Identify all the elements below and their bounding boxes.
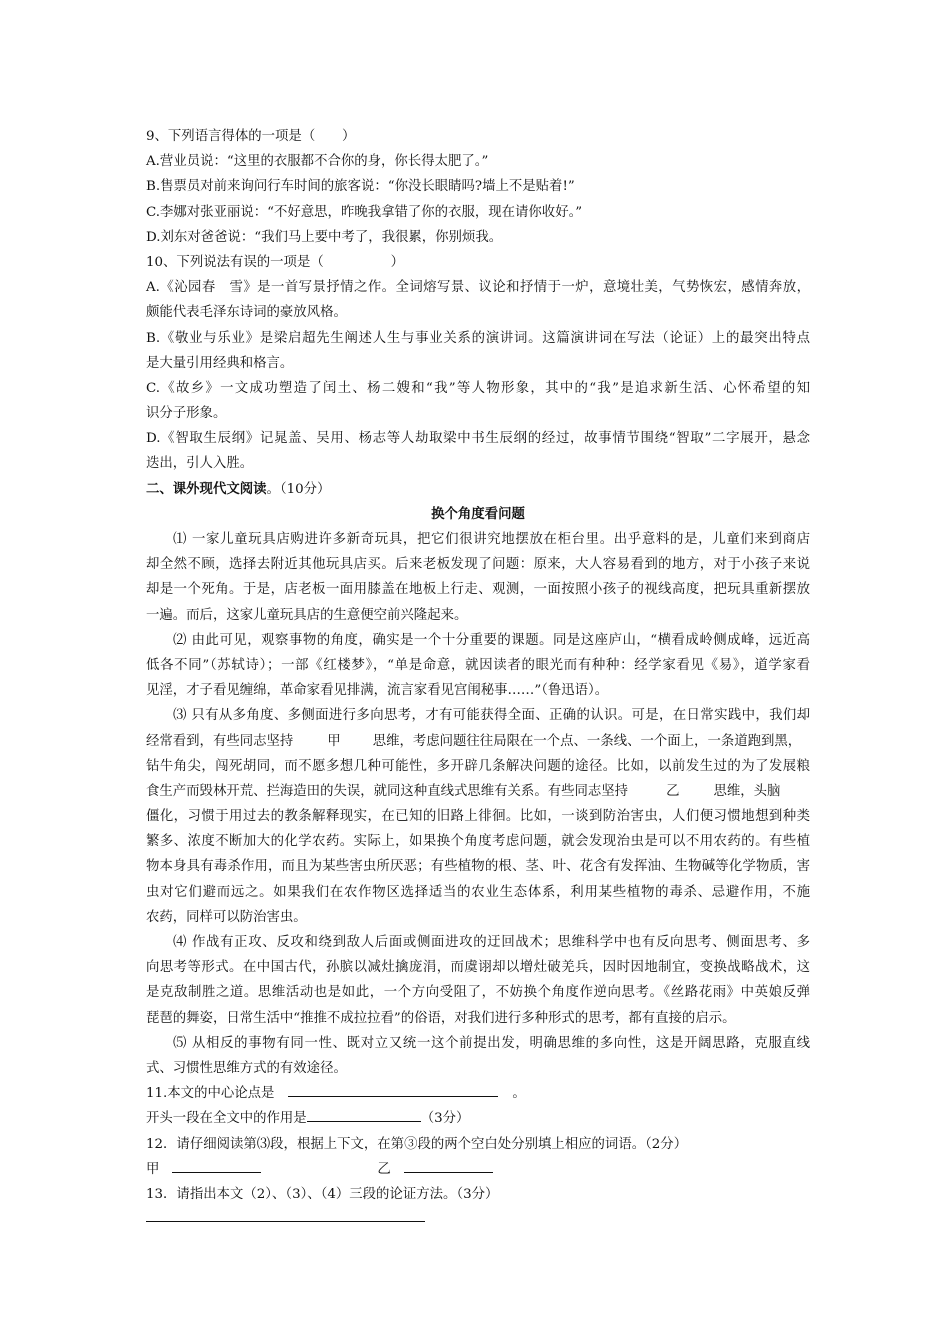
- q13-answer-line[interactable]: [146, 1221, 425, 1222]
- q10-option-b-line2: 是大量引用经典和格言。: [146, 355, 294, 371]
- q12-jia-blank[interactable]: [172, 1157, 261, 1173]
- q9-option-d: D.刘东对爸爸说：“我们马上要中考了，我很累，你别烦我。: [146, 229, 503, 245]
- blank-jia-label: 甲: [327, 733, 341, 749]
- q11-line1: [146, 1081, 810, 1106]
- q10-option-a-line1: A.《沁园春 雪》是一首写景抒情之作。全词熔写景、议论和抒情于一炉，意境壮美，气势恢宏，感情奔放，: [146, 280, 810, 296]
- paragraph-line: 农药，同样可以防治害虫。: [146, 909, 307, 925]
- paragraph-line: 是克敌制胜之道。思维活动也是如此，一个方向受阻了，不妨换个角度作逆向思考。《丝路花雨》中英娘反弹: [146, 985, 810, 1001]
- q12-answers: [146, 1157, 810, 1182]
- paragraph-line: ⑵ 由此可见，观察事物的角度，确实是一个十分重要的课题。同是这座庐山，“横看成岭侧成峰，远近高: [173, 632, 810, 648]
- exam-page: [146, 124, 810, 1222]
- paragraph-line: 式、习惯性思维方式的有效途径。: [146, 1060, 347, 1076]
- article-title: 换个角度看问题: [431, 505, 525, 522]
- paragraph-line: ⑸ 从相反的事物有同一性、既对立又统一这个前提出发，明确思维的多向性，这是开阔思路，克服直线: [173, 1035, 810, 1051]
- paragraph-5: [146, 1031, 810, 1081]
- q12-yi-blank[interactable]: [404, 1157, 493, 1173]
- paragraph-line: [146, 779, 810, 804]
- q9-option-b: B.售票员对前来询问行车时间的旅客说：“你没长眼睛吗?墙上不是贴着!”: [146, 179, 575, 195]
- q13-stem: 13．请指出本文（2）、（3）、（4）三段的论证方法。（3分）: [146, 1186, 499, 1202]
- paragraph-line: 见淫，才子看见缠绵，革命家看见排满，流言家看见宫闱秘事……”（鲁迅语）。: [146, 683, 609, 699]
- paragraph-text: 食生产而毁林开荒、拦海造田的失误，就同这种直线式思维有关系。有些同志坚持: [146, 783, 629, 799]
- paragraph-line: 却全然不顾，选择去附近其他玩具店买。后来老板发现了问题：原来，大人容易看到的地方，对于小孩子来说: [146, 557, 810, 573]
- paragraph-line: ⑷ 作战有正攻、反攻和绕到敌人后面或侧面进攻的迂回战术；思维科学中也有反向思考、侧面思考、多: [173, 935, 810, 950]
- paragraph-text: 思维，头脑: [713, 783, 781, 799]
- paragraph-line: 向思考等形式。在中国古代，孙膑以减灶擒庞涓，而虞诩却以增灶破羌兵，因时因地制宜，变换战略战术，这: [146, 960, 810, 976]
- paragraph-line: ⑶ 只有从多角度、多侧面进行多向思考，才有可能获得全面、正确的认识。可是，在日常实践中，我们却: [173, 708, 810, 724]
- q11-role-blank[interactable]: [307, 1106, 421, 1122]
- q9-stem: 9、下列语言得体的一项是（ ）: [146, 129, 356, 144]
- q11-role-stem: 开头一段在全文中的作用是: [146, 1111, 307, 1127]
- paragraph-text: 经常看到，有些同志坚持: [146, 733, 294, 749]
- blank-yi-label: 乙: [666, 783, 680, 799]
- q10-option-b-line1: B.《敬业与乐业》是梁启超先生阐述人生与事业关系的演讲词。这篇演讲词在写法（论证）上的最突出特点: [146, 330, 810, 346]
- q10-option-d-line2: 迭出，引人入胜。: [146, 456, 254, 472]
- q10-stem: 10、下列说法有误的一项是（ ）: [146, 254, 405, 270]
- paragraph-line: ⑴ 一家儿童玩具店购进许多新奇玩具，把它们很讲究地摆放在柜台里。出乎意料的是，儿童们来到商店: [173, 532, 810, 547]
- paragraph-3: [146, 703, 810, 930]
- paragraph-line: 钻牛角尖，闯死胡同，而不愿多想几种可能性，多开辟几条解决问题的途径。比如，以前发生过的为了发展粮: [146, 758, 810, 774]
- paragraph-text: 思维，考虑问题往往局限在一个点、一条线、一个面上，一条道跑到黑，: [372, 733, 802, 749]
- section2-heading: [146, 477, 810, 502]
- paragraph-line: 却是一个死角。于是，店老板一面用膝盖在地板上行走、观测，一面按照小孩子的视线高度，把玩具重新摆放: [146, 582, 810, 598]
- section2-title: 二、课外现代文阅读: [146, 480, 267, 497]
- q12-stem: 12．请仔细阅读第⑶段，根据上下文，在第③段的两个空白处分别填上相应的词语。（2分）: [146, 1136, 688, 1152]
- q9-option-a: A.营业员说：“这里的衣服都不合你的身，你长得太肥了。”: [146, 154, 489, 170]
- paragraph-line: 琵琶的舞姿，日常生活中“推推不成拉拉看”的俗语，对我们进行多种形式的思考，都有直接的启示。: [146, 1010, 736, 1026]
- q11-points: （3分）: [420, 1111, 470, 1127]
- paragraph-line: [146, 729, 810, 754]
- section2-points: 。（10分）: [266, 481, 331, 497]
- paragraph-line: 一遍。而后，这家儿童玩具店的生意便空前兴隆起来。: [146, 607, 468, 623]
- q11-stem: 11.本文的中心论点是: [146, 1086, 275, 1102]
- q10-option-c-line1: C.《故乡》一文成功塑造了闰土、杨二嫂和“我”等人物形象，其中的“我”是追求新生活、心怀希望的知: [146, 380, 810, 396]
- paragraph-line: 僵化，习惯于用过去的教条解释现实，在已知的旧路上徘徊。比如，一谈到防治害虫，人们便习惯地想到种类: [146, 809, 810, 825]
- q9-option-c: C.李娜对张亚丽说：“不好意思，昨晚我拿错了你的衣服，现在请你收好。”: [146, 204, 583, 220]
- q10-option-c-line2: 识分子形象。: [146, 406, 227, 422]
- paragraph-line: 低各不同”（苏轼诗）；一部《红楼梦》，“单是命意，就因读者的眼光而有种种：经学家看见《易》，道学家看: [146, 657, 810, 673]
- q11-period: 。: [512, 1086, 526, 1102]
- q12-yi-label: 乙: [377, 1161, 391, 1177]
- q10-option-a-line2: 颇能代表毛泽东诗词的豪放风格。: [146, 305, 347, 321]
- q11-line2: [146, 1106, 810, 1131]
- paragraph-line: 物本身具有毒杀作用，而且为某些害虫所厌恶；有些植物的根、茎、叶、花含有发挥油、生物碱等化学物质，害: [146, 859, 810, 875]
- paragraph-2: [146, 628, 810, 704]
- paragraph-4: [146, 930, 810, 1031]
- q11-answer-blank[interactable]: [288, 1081, 498, 1097]
- paragraph-1: [146, 527, 810, 628]
- q12-jia-label: 甲: [146, 1161, 160, 1177]
- q10-option-d-line1: D.《智取生辰纲》记晁盖、吴用、杨志等人劫取梁中书生辰纲的经过，故事情节围绕“智取”二字展开，悬念: [146, 431, 810, 447]
- paragraph-line: 繁多、浓度不断加大的化学农药。实际上，如果换个角度考虑问题，就会发现治虫是可以不用农药的。有些植: [146, 834, 810, 850]
- paragraph-line: 虫对它们避而远之。如果我们在农作物区选择适当的农业生态体系，利用某些植物的毒杀、忌避作用，不施: [146, 884, 810, 900]
